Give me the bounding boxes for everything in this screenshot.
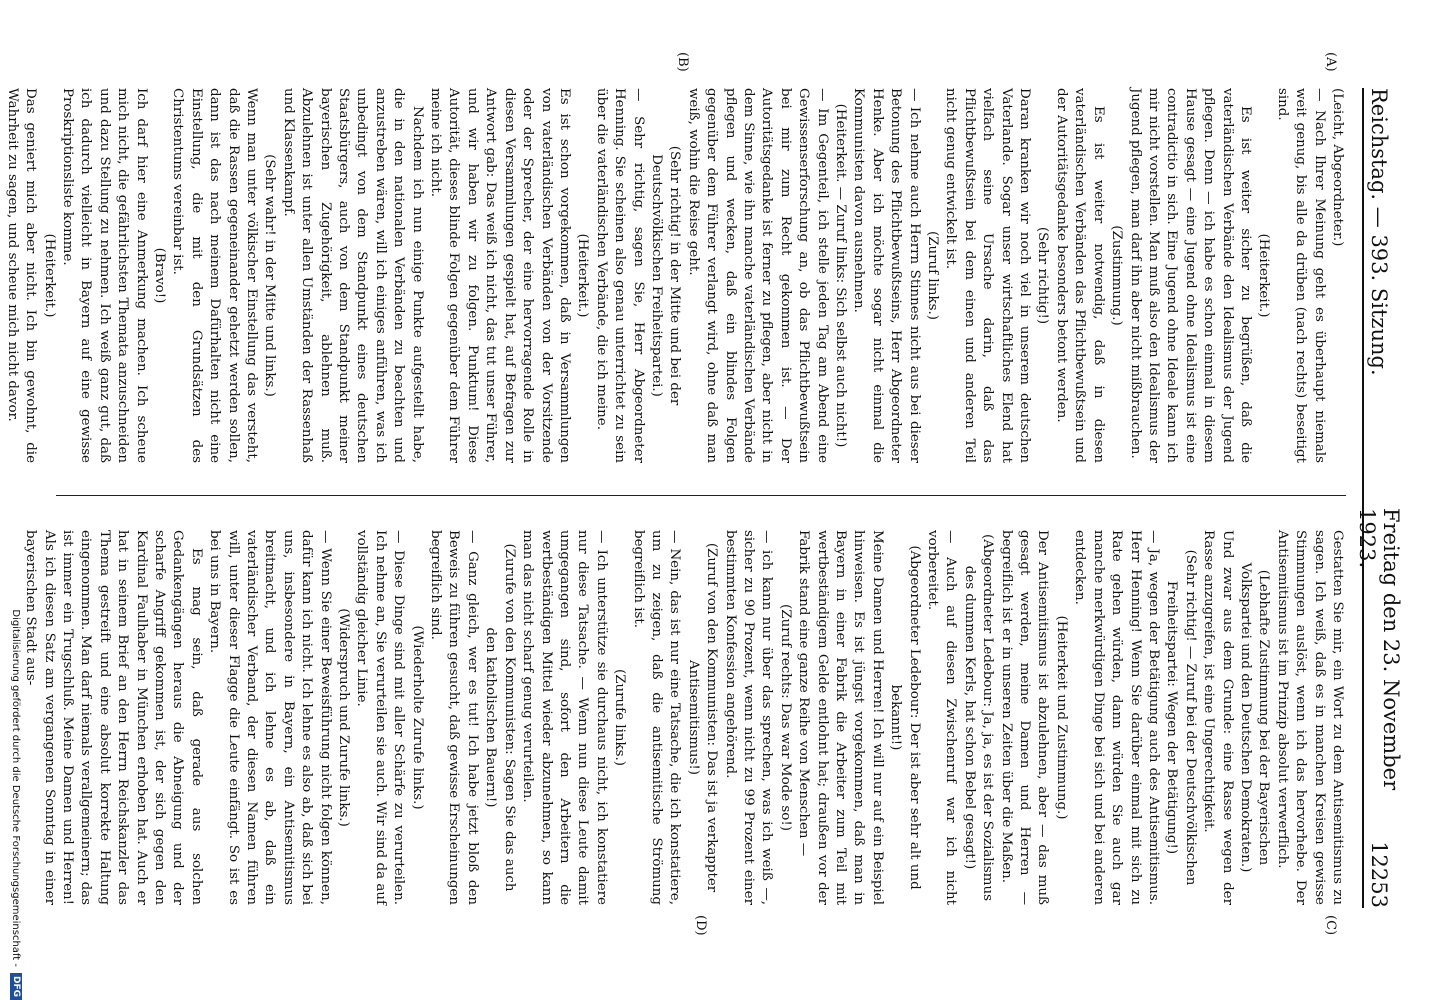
- paragraph: (Sehr richtig! — Zuruf bei der Deutschvölkischen Freiheitspartei: Wegen der Betätigung!): [1164, 549, 1198, 886]
- paragraph: — ich kann nur über das sprechen, was ich weiß —, sicher zu 90 Prozent, wenn nicht zu 99 Prozent einer bestimmten Konfession angehörend.: [722, 530, 775, 905]
- paragraph: — Sehr richtig, sagen Sie, Herr Abgeordneter Henning. Sie scheinen also genau unterrichtet zu sein über die vaterländischen Verbände, die ich meine.: [593, 88, 646, 463]
- paragraph: Und zwar aus dem Grunde: eine Rasse wegen der Rasse anzugreifen, ist eine Ungerechtigkeit.: [1201, 530, 1235, 905]
- paragraph: Es ist weiter notwendig, daß in diesen vaterländischen Verbänden das Pflichtbewußtsein und der Autoritätsgedanke besonders betont werden.: [1053, 88, 1106, 463]
- paragraph: Das geniert mich aber nicht. Ich bin gewohnt, die Wahrheit zu sagen, und scheue mich nicht davor.: [4, 88, 39, 463]
- paragraph: Nachdem ich nun einige Punkte aufgestellt habe, die in den nationalen Verbänden zu beachten und anzustreben wären, will ich einiges anführen, was ich unbedingt von dem Standpunkt eines deutschen Staatsbürgers, auch von dem Standpunkt meiner bayerischen Zugehörigkeit, ablehnen muß. Abzulehnen ist unter allen Umständen der Rassenhaß und Klassenkampf.: [280, 88, 425, 463]
- paragraph: Der Antisemitismus ist abzulehnen, aber — das muß gesagt werden, meine Damen und Herren — begreiflich ist er in unseren Zeiten über die Maßen.: [998, 530, 1051, 905]
- paragraph: (Wiederholte Zurufe links.): [409, 625, 425, 810]
- dfg-logo: DFG: [10, 973, 22, 1000]
- page-header: [1355, 88, 1403, 908]
- paragraph: — Ich nehme auch Herrn Stinnes nicht aus bei dieser Betonung des Pflichtbewußtseins, Herr Abgeordneter Henke. Aber ich möchte sogar nicht einmal die Kommunisten davon ausnehmen.: [851, 88, 922, 463]
- page-number: 12253: [1367, 841, 1391, 908]
- paragraph: (Zuruf rechts: Das war Mode so!): [777, 604, 793, 831]
- paragraph: — Ganz gleich, wer es tut! Ich habe jetzt bloß den Beweis zu führen gesucht, daß gewisse Erscheinungen begreiflich sind.: [428, 530, 480, 905]
- paragraph: Es ist schon vorgekommen, daß in Versammlungen von vaterländischen Verbänden von der Vorsitzende oder der Sprecher, der eine hervorragende Rolle in diesen Versammlungen gespielt hat, auf Befragen zur Antwort gab: Das weiß ich nicht, das tut unser Führer, und wir haben wir zu folgen. Punktum! Diese Autorität, dieses blinde Folgen gegenüber dem Führer meine ich nicht.: [428, 88, 572, 463]
- paragraph: (Bravo!): [152, 247, 167, 304]
- paragraph: (Zuruf von den Kommunisten: Das ist ja verkappter Antisemitismus!): [685, 542, 720, 893]
- paragraph: (Abgeordneter Ledebour: Der ist aber sehr alt und bekannt!): [888, 545, 922, 890]
- paragraph: (Heiterkeit. — Zuruf links: Sich selbst auch nicht!): [833, 103, 849, 448]
- paragraph: (Zustimmung.): [1109, 225, 1125, 326]
- paragraph: (Zurufe links.): [612, 669, 628, 766]
- digitization-credit: [6, 520, 26, 1000]
- margin-marker-d: (D): [693, 915, 708, 936]
- paragraph: Es ist weiter sicher zu begrüßen, daß die vaterländischen Verbände den Idealismus der Jugend pflegen. Denn — ich habe es schon einmal in diesem Hause gesagt — eine Jugend ohne Idealismus ist eine contradictio in sich. Eine Jugend ohne Ideale kann ich mir nicht vorstellen. Man muß also den Idealismus der Jugend pflegen, man darf ihn aber nicht mißbrauchen.: [1127, 88, 1253, 463]
- paragraph: (Sehr wahr! in der Mitte und links.): [262, 154, 278, 397]
- paragraph: — Ich unterstütze sie durchaus nicht, ich konstatiere nur diese Tatsache. — Wenn nun diese Leute damit umgegangen sind, sofort den Arbeitern die wertbeständigen Mittel wieder abzunehmen, so kann man das nicht scharf genug verurteilen.: [520, 530, 609, 905]
- credit-text: Digitalisierung gefördert durch die Deutsche Forschungsgemeinschaft -: [10, 609, 22, 967]
- paragraph: Es mag sein, daß gerade aus solchen Gedankengängen heraus die Abneigung und der scharfe Angriff gekommen ist, der sich gegen den Kardinal Faulhaber in München erhoben hat. Auch er hat in seinem Brief an den Herrn Reichskanzler das Thema gestreift und eine absolut korrekte Haltung eingenommen. Man darf niemals verallgemeinern; das ist immer ein Trugschluß. Meine Damen und Herren! Als ich diesen Satz am vergangenen Sonntag in einer bayerischen Stadt aus-: [23, 530, 204, 905]
- paragraph: (Heiterkeit und Zustimmung.): [1053, 615, 1069, 820]
- column-divider: [56, 495, 1346, 496]
- header-session: Reichstag. — 393. Sitzung.: [1367, 88, 1391, 376]
- paragraph: — Diese Dinge sind mit aller Schärfe zu verurteilen. Ich nehme an, Sie verurteilen sie auch. Wir sind da auf vollständig gleicher Linie.: [354, 530, 407, 905]
- paragraph: — Wenn Sie einer Beweisführung nicht folgen können, dafür kann ich nicht. Ich lehne es also ab, daß sich bei uns, insbesondere in Bayern, ein Antisemitismus breitmacht, und ich lehne es ab, daß ein vaterländischer Verband, der diesen Namen führen will, unter dieser Flagge die Leute einfängt. So ist es bei uns in Bayern.: [207, 530, 333, 905]
- paragraph: (Lebhafte Zustimmung bei der Bayerischen Volkspartei und den Deutschen Demokraten.): [1237, 562, 1272, 873]
- paragraph: Gestatten Sie mir, ein Wort zu dem Antisemitismus zu sagen. Ich weiß, daß es in manchen Kreisen gewisse Stimmungen auslöst, wenn ich das hervorhebe. Der Antisemitismus ist im Prinzip absolut verwerflich.: [1274, 530, 1345, 905]
- paragraph: Ich darf hier eine Anmerkung machen. Ich scheue mich nicht, die gefährlichsten Themata anzuschneiden und dazu Stellung zu nehmen. Ich weiß ganz gut, daß ich dadurch vielleicht in Bayern auf eine gewisse Proskriptionsliste komme.: [59, 88, 149, 463]
- paragraph: — Ja, wegen der Betätigung auch des Antisemitismus. Herr Henning! Wenn Sie darüber einmal mit sich zu Rate gehen würden, dann würden Sie auch gar manche merkwürdigen Dinge bei sich und bei anderen entdecken.: [1072, 530, 1161, 905]
- paragraph: (Zuruf links.): [925, 230, 941, 321]
- paragraph: — Im Gegenteil, ich stelle jeden Tag am Abend eine Gewissenserforschung an, ob das Pflichtbewußtsein bei mir zum Recht gekommen ist. — Der Autoritätsgedanke ist ferner zu pflegen, aber nicht in dem Sinne, wie ihn manche vaterländischen Verbände pflegen und wecken, daß ein blindes Folgen gegenüber dem Führer verlangt wird, ohne daß man weiß, wohin die Reise geht.: [685, 88, 830, 463]
- paragraph: (Abgeordneter Ledebour: Ja, ja, es ist der Sozialismus des dummen Kerls, hat schon Bebel gesagt!): [961, 534, 996, 901]
- margin-marker-c: (C): [1323, 915, 1338, 936]
- paragraph: — Auch auf diesen Zwischenruf war ich nicht vorbereitet.: [925, 530, 959, 905]
- paragraph: (Heiterkeit.): [41, 233, 57, 318]
- paragraph: (Heiterkeit.): [1256, 233, 1272, 318]
- paragraph: (Zurufe von den Kommunisten: Sagen Sie das auch den katholischen Bauern!): [483, 543, 517, 892]
- paragraph: Wenn man unter völkischer Einstellung das versteht, daß die Rassen gegeneinander gehetzt werden sollen, dann ist das nach meinem Dafürhalten nicht eine Einstellung, die mit den Grundsätzen des Christentums vereinbar ist.: [170, 88, 260, 463]
- paragraph: Meine Damen und Herren! Ich will nur auf ein Beispiel hinweisen. Es ist jüngst vorgekommen, daß man in Bayern in einer Fabrik die Arbeiter zum Teil mit wertbeständigem Gelde entlohnt hat; draußen vor der Fabrik stand eine ganze Reihe von Menschen —: [796, 530, 885, 905]
- header-date: Freitag den 23. November 1923.: [1355, 508, 1403, 791]
- paragraph: (Leicht, Abgeordneter.): [1330, 88, 1345, 247]
- paragraph: (Heiterkeit.): [575, 233, 591, 318]
- margin-marker-a: (A): [1323, 52, 1338, 72]
- paragraph: (Sehr richtig! in der Mitte und bei der Deutschvölkischen Freiheitspartei.): [648, 145, 683, 406]
- left-text-column: [0, 88, 1346, 463]
- paragraph: (Widerspruch und Zurufe links.): [336, 608, 352, 827]
- paragraph: (Sehr richtig!): [1035, 226, 1051, 325]
- paragraph: — Nein, das ist nur eine Tatsache, die ich konstatiere, um zu zeigen, daß die antisemitische Strömung begreiflich ist.: [630, 530, 683, 905]
- paragraph: Daran kranken wir noch viel in unserem deutschen Vaterlande. Sogar unser wirtschaftliches Elend hat vielfach seine Ursache darin, daß das Pflichtbewußtsein bei dem einen und anderen Teil nicht genug entwickelt ist.: [943, 88, 1033, 463]
- right-text-column: [21, 530, 1346, 905]
- paragraph: — Nach Ihrer Meinung geht es überhaupt niemals weit genug, bis alle da drüben (nach rechts) beseitigt sind.: [1274, 88, 1327, 463]
- margin-marker-b: (B): [675, 52, 690, 72]
